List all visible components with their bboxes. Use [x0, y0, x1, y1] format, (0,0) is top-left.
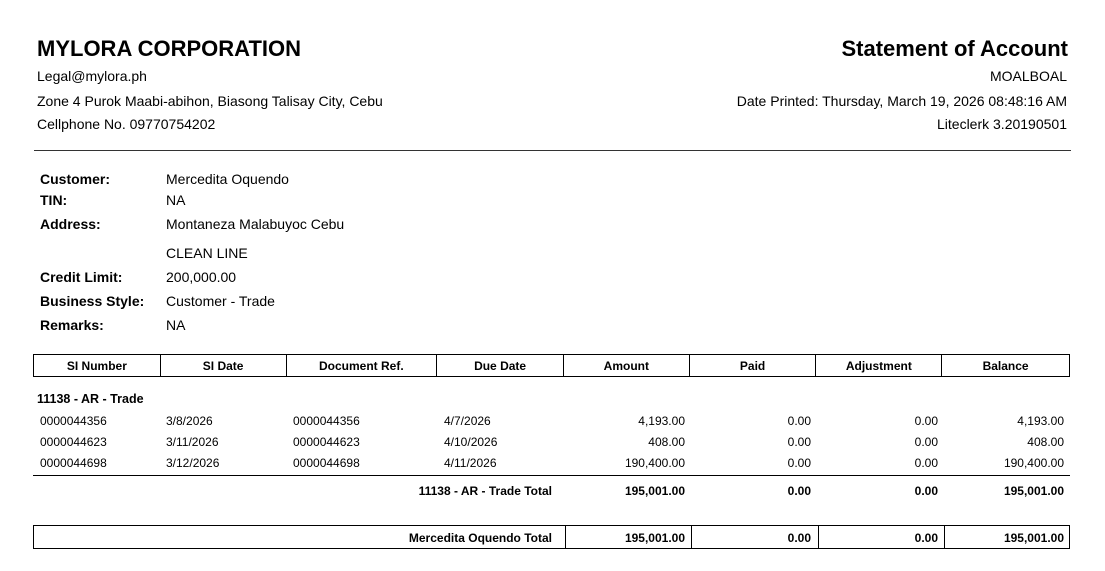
cell-amount: 4,193.00 [638, 414, 685, 428]
customer-name: Mercedita Oquendo [166, 171, 289, 187]
grand-total-separator [691, 526, 692, 548]
group-total-label: 11138 - AR - Trade Total [418, 484, 552, 498]
remarks-label: Remarks: [40, 317, 104, 333]
cell-due-date: 4/11/2026 [444, 456, 497, 470]
cell-balance: 190,400.00 [1003, 456, 1064, 470]
cell-si-date: 3/8/2026 [166, 414, 213, 428]
cell-paid: 0.00 [787, 456, 811, 470]
grand-total-separator [818, 526, 819, 548]
customer-label: Customer: [40, 171, 111, 187]
col-header-due-date: Due Date [437, 355, 564, 376]
cell-paid: 0.00 [787, 414, 811, 428]
business-style-value: Customer - Trade [166, 293, 275, 309]
address-value: Montaneza Malabuyoc Cebu [166, 216, 345, 232]
group-total-amount: 195,001.00 [624, 484, 685, 498]
company-name: MYLORA CORPORATION [37, 36, 301, 61]
col-header-adjustment: Adjustment [816, 355, 942, 376]
grand-total-adjustment: 0.00 [914, 531, 938, 545]
grand-total-separator [565, 526, 566, 548]
cell-doc-ref: 0000044623 [293, 435, 360, 449]
branch-name: MOALBOAL [989, 68, 1067, 84]
cell-doc-ref: 0000044356 [293, 414, 360, 428]
cell-doc-ref: 0000044698 [293, 456, 360, 470]
group-total-divider [33, 475, 1070, 476]
tin-label: TIN: [40, 192, 68, 208]
col-header-si-number: SI Number [34, 355, 161, 376]
cell-amount: 408.00 [648, 435, 685, 449]
col-header-paid: Paid [690, 355, 817, 376]
document-title: Statement of Account [841, 36, 1068, 61]
cell-si-date: 3/11/2026 [166, 435, 219, 449]
remarks-value: NA [166, 317, 186, 333]
address-line2: CLEAN LINE [166, 245, 248, 261]
col-header-document-ref: Document Ref. [287, 355, 438, 376]
cell-amount: 190,400.00 [624, 456, 685, 470]
tin-value: NA [166, 192, 186, 208]
grand-total-amount: 195,001.00 [624, 531, 685, 545]
group-total-balance: 195,001.00 [1003, 484, 1064, 498]
cell-si-number: 0000044623 [40, 435, 107, 449]
cell-due-date: 4/10/2026 [444, 435, 498, 449]
col-header-si-date: SI Date [161, 355, 287, 376]
cell-balance: 4,193.00 [1017, 414, 1064, 428]
cell-si-number: 0000044356 [40, 414, 107, 428]
credit-limit-value: 200,000.00 [166, 269, 237, 285]
cell-si-number: 0000044698 [40, 456, 107, 470]
table-header [33, 354, 1070, 377]
address-label: Address: [40, 216, 101, 232]
col-header-amount: Amount [564, 355, 690, 376]
header-divider [34, 150, 1071, 151]
group-total-adjustment: 0.00 [914, 484, 938, 498]
cell-due-date: 4/7/2026 [444, 414, 491, 428]
company-phone: Cellphone No. 09770754202 [37, 116, 216, 132]
grand-total-paid: 0.00 [787, 531, 811, 545]
cell-adjustment: 0.00 [914, 414, 938, 428]
cell-adjustment: 0.00 [914, 435, 938, 449]
software-version: Liteclerk 3.20190501 [937, 116, 1067, 132]
credit-limit-label: Credit Limit: [40, 269, 123, 285]
cell-paid: 0.00 [787, 435, 811, 449]
cell-balance: 408.00 [1027, 435, 1064, 449]
group-title: 11138 - AR - Trade [37, 392, 144, 406]
col-header-balance: Balance [982, 358, 1029, 373]
cell-si-date: 3/12/2026 [166, 456, 220, 470]
business-style-label: Business Style: [40, 293, 145, 309]
grand-total-separator [944, 526, 945, 548]
grand-total-label: Mercedita Oquendo Total [408, 531, 552, 545]
grand-total-balance: 195,001.00 [1003, 531, 1064, 545]
cell-adjustment: 0.00 [914, 456, 938, 470]
group-total-paid: 0.00 [787, 484, 811, 498]
company-email: Legal@mylora.ph [37, 68, 147, 84]
date-printed: Date Printed: Thursday, March 19, 2026 08:48:16 AM [736, 93, 1067, 109]
company-address: Zone 4 Purok Maabi-abihon, Biasong Talisay City, Cebu [37, 93, 383, 109]
